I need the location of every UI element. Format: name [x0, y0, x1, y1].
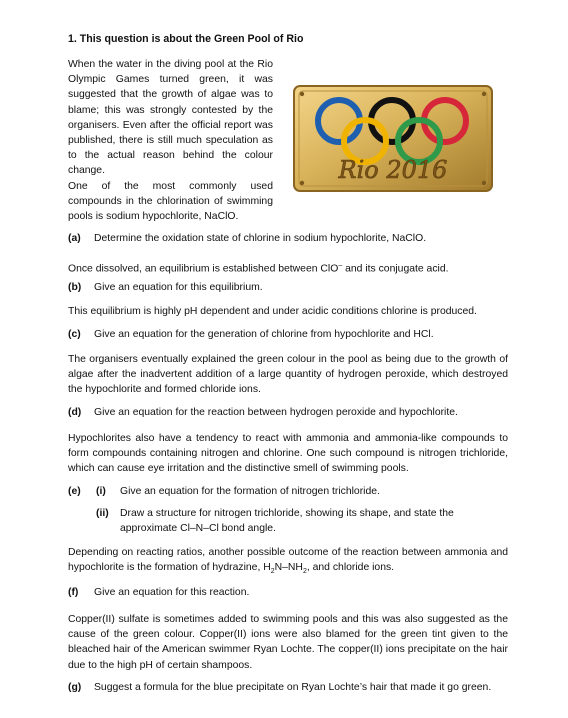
question-e-i: [68, 484, 380, 499]
hydrazine-paragraph: Depending on reacting ratios, another possible outcome of the reaction between ammonia and hypochlorite is the formation of hydrazine, $H_2N-NH_2$, and chloride ions.: [68, 547, 508, 576]
question-g-text: Suggest a formula for the blue precipitate on Ryan Lochte’s hair that made it go green.: [94, 682, 492, 693]
question-e-ii-label: (ii): [96, 508, 109, 519]
question-f-label: (f): [68, 587, 79, 598]
ammonia-paragraph: Hypochlorites also have a tendency to react with ammonia and ammonia-like compounds to form compounds containing nitrogen and chlorine. One such compound is nitrogen trichloride, which can cause eye irritation and the distinctive smell of swimming pools.: [68, 433, 508, 475]
question-f: [68, 585, 249, 600]
question-g: [68, 680, 491, 695]
question-e-ii-text: Draw a structure for nitrogen trichloride, showing its shape, and state the approximate Cl–N–Cl bond angle.: [120, 508, 454, 535]
question-heading: 1. This question is about the Green Pool of Rio: [68, 33, 304, 45]
question-b-text: Give an equation for this equilibrium.: [94, 282, 263, 293]
intro-paragraph: When the water in the diving pool at the Rio Olympic Games turned green, it was suggested that the growth of algae was to blame; this was strongly contested by the organisers. Even after the official report was published, there is still much speculation as to the actual reason behind the colour change.: [68, 59, 273, 177]
question-g-label: (g): [68, 682, 82, 693]
question-c-label: (c): [68, 329, 81, 340]
question-e-i-label: (i): [96, 486, 106, 497]
question-e-i-text: Give an equation for the formation of nitrogen trichloride.: [120, 486, 380, 497]
question-b: [68, 280, 263, 295]
question-c-text: Give an equation for the generation of chlorine from hypochlorite and HCl.: [94, 329, 434, 340]
question-d-label: (d): [68, 407, 82, 418]
question-d: [68, 405, 458, 420]
question-a-text: Determine the oxidation state of chlorine in sodium hypochlorite, NaClO.: [94, 233, 427, 244]
question-a-label: (a): [68, 233, 81, 244]
ph-paragraph: This equilibrium is highly pH dependent and under acidic conditions chlorine is produced.: [68, 306, 477, 317]
question-f-text: Give an equation for this reaction.: [94, 587, 250, 598]
question-c: [68, 327, 434, 342]
question-e-label: (e): [68, 486, 81, 497]
rio-2016-plaque-image: [293, 85, 493, 192]
organisers-paragraph: The organisers eventually explained the green colour in the pool as being due to the growth of algae after the inadvertent addition of a large quantity of hydrogen peroxide, which destroyed the hypochlorite and formed chloride ions.: [68, 354, 508, 396]
plaque-caption: Rio 2016: [338, 156, 448, 184]
question-e-ii: [96, 506, 480, 536]
question-a: [68, 231, 426, 246]
equilibrium-paragraph: Once dissolved, an equilibrium is established between ClO– and its conjugate acid.: [68, 262, 449, 275]
intro-paragraph-2: One of the most commonly used compounds in the chlorination of swimming pools is sodium hypochlorite, NaClO.: [68, 181, 273, 223]
question-b-label: (b): [68, 282, 82, 293]
copper-paragraph: Copper(II) sulfate is sometimes added to swimming pools and this was also suggested as the cause of the green colour. Copper(II) ions were also blamed for the green tint given to the bleached hair of the American swimmer Ryan Lochte. The copper(II) ions precipitate on the hair due to the high pH of certain shampoos.: [68, 614, 508, 671]
question-d-text: Give an equation for the reaction between hydrogen peroxide and hypochlorite.: [94, 407, 458, 418]
